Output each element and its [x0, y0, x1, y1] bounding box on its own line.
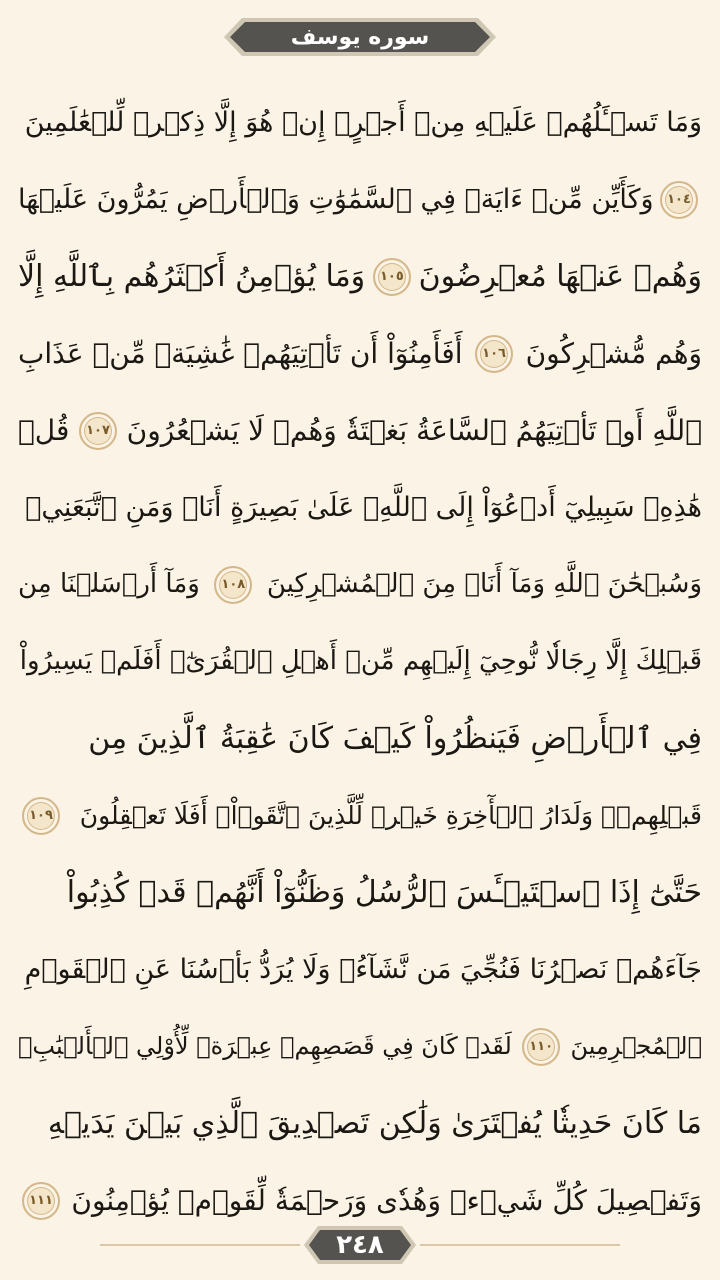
verse-text: وَكَأَيِّن مِّنۡ ءَايَةٖ فِي ٱلسَّمَٰوَٰتِ وَٱلۡأَرۡضِ يَمُرُّونَ عَلَيۡهَا: [18, 184, 654, 215]
verse-line: [18, 1085, 702, 1162]
ayah-number-marker: ١٠٥: [373, 258, 411, 296]
verse-text: وَمَا تَسۡـَٔلُهُمۡ عَلَيۡهِ مِنۡ أَجۡرٍۚ إِنۡ هُوَ إِلَّا ذِكۡرٞ لِّلۡعَٰلَمِينَ: [24, 107, 702, 138]
verse-line: [18, 238, 702, 315]
verse-text: وَهُمۡ عَنۡهَا مُعۡرِضُونَ: [418, 259, 702, 294]
ayah-number-marker: ١٠٩: [22, 797, 60, 835]
ayah-number-marker: ١٠٤: [660, 181, 698, 219]
verse-text: جَآءَهُمۡ نَصۡرُنَا فَنُجِّيَ مَن نَّشَآءُۖ وَلَا يُرَدُّ بَأۡسُنَا عَنِ ٱلۡقَوۡمِ: [24, 954, 702, 985]
verse-line: [18, 931, 702, 1008]
verse-line: [18, 777, 702, 854]
verse-text: فِي ٱلۡأَرۡضِ فَيَنظُرُواْ كَيۡفَ كَانَ عَٰقِبَةُ ٱلَّذِينَ مِن: [88, 721, 702, 756]
verse-text: مَا كَانَ حَدِيثٗا يُفۡتَرَىٰ وَلَٰكِن تَصۡدِيقَ ٱلَّذِي بَيۡنَ يَدَيۡهِ: [47, 1106, 702, 1141]
ayah-number-marker: ١١١: [22, 1182, 60, 1220]
verse-line: [18, 546, 702, 623]
verse-line: [18, 161, 702, 238]
verse-text: ٱللَّهِ أَوۡ تَأۡتِيَهُمُ ٱلسَّاعَةُ بَغۡتَةٗ وَهُمۡ لَا يَشۡعُرُونَ: [126, 414, 702, 447]
sura-title: سوره يوسف: [290, 24, 430, 50]
verse-text: هَٰذِهِۦ سَبِيلِيٓ أَدۡعُوٓاْ إِلَى ٱللَّهِۚ عَلَىٰ بَصِيرَةٍ أَنَا۠ وَمَنِ ٱتَّبَعَنِيۖ: [25, 492, 702, 523]
verse-text: أَفَأَمِنُوٓاْ أَن تَأۡتِيَهُمۡ غَٰشِيَةٞ مِّنۡ عَذَابِ: [18, 337, 463, 370]
verse-text: لَقَدۡ كَانَ فِي قَصَصِهِمۡ عِبۡرَةٞ لِّأُوْلِي ٱلۡأَلۡبَٰبِۗ: [18, 1032, 512, 1060]
footer-divider-left: [100, 1244, 300, 1246]
footer-divider-right: [420, 1244, 620, 1246]
verse-line: [18, 392, 702, 469]
verse-line: [18, 700, 702, 777]
verse-line: [18, 854, 702, 931]
verse-text: وَمَا يُؤۡمِنُ أَكۡثَرُهُم بِٱللَّهِ إِلَّا: [18, 259, 366, 294]
verse-text: وَمَآ أَرۡسَلۡنَا مِن: [18, 569, 200, 599]
verse-line: [18, 84, 702, 161]
verse-line: [18, 469, 702, 546]
ayah-number-marker: ١٠٦: [475, 335, 513, 373]
ayah-number-marker: ١١٠: [522, 1028, 560, 1066]
verse-text: وَتَفۡصِيلَ كُلِّ شَيۡءٖ وَهُدٗى وَرَحۡمَةٗ لِّقَوۡمٖ يُؤۡمِنُونَ: [71, 1184, 702, 1217]
page-number: ٢٤٨: [336, 1230, 384, 1260]
sura-header-banner: [220, 14, 500, 60]
verse-line: [18, 623, 702, 700]
ayah-number-marker: ١٠٨: [214, 566, 252, 604]
mushaf-page-text: [18, 84, 702, 1239]
verse-text: وَهُم مُّشۡرِكُونَ: [525, 337, 702, 370]
verse-text: قَبۡلِهِمۡۗ وَلَدَارُ ٱلۡأٓخِرَةِ خَيۡرٞ لِّلَّذِينَ ٱتَّقَوۡاْۚ أَفَلَا تَعۡقِلُونَ: [79, 801, 702, 830]
verse-text: وَسُبۡحَٰنَ ٱللَّهِ وَمَآ أَنَا۠ مِنَ ٱلۡمُشۡرِكِينَ: [266, 569, 702, 599]
verse-text: ٱلۡمُجۡرِمِينَ: [570, 1032, 702, 1060]
verse-text: قَبۡلِكَ إِلَّا رِجَالٗا نُّوحِيٓ إِلَيۡهِم مِّنۡ أَهۡلِ ٱلۡقُرَىٰٓۗ أَفَلَمۡ يَسِيرُواْ: [19, 646, 702, 676]
verse-text: قُلۡ: [18, 414, 70, 447]
verse-line: [18, 1008, 702, 1085]
ayah-number-marker: ١٠٧: [79, 412, 117, 450]
page-number-badge: [300, 1222, 420, 1268]
verse-text: حَتَّىٰٓ إِذَا ٱسۡتَيۡـَٔسَ ٱلرُّسُلُ وَظَنُّوٓاْ أَنَّهُمۡ قَدۡ كُذِبُواْ: [66, 875, 702, 910]
verse-line: [18, 315, 702, 392]
